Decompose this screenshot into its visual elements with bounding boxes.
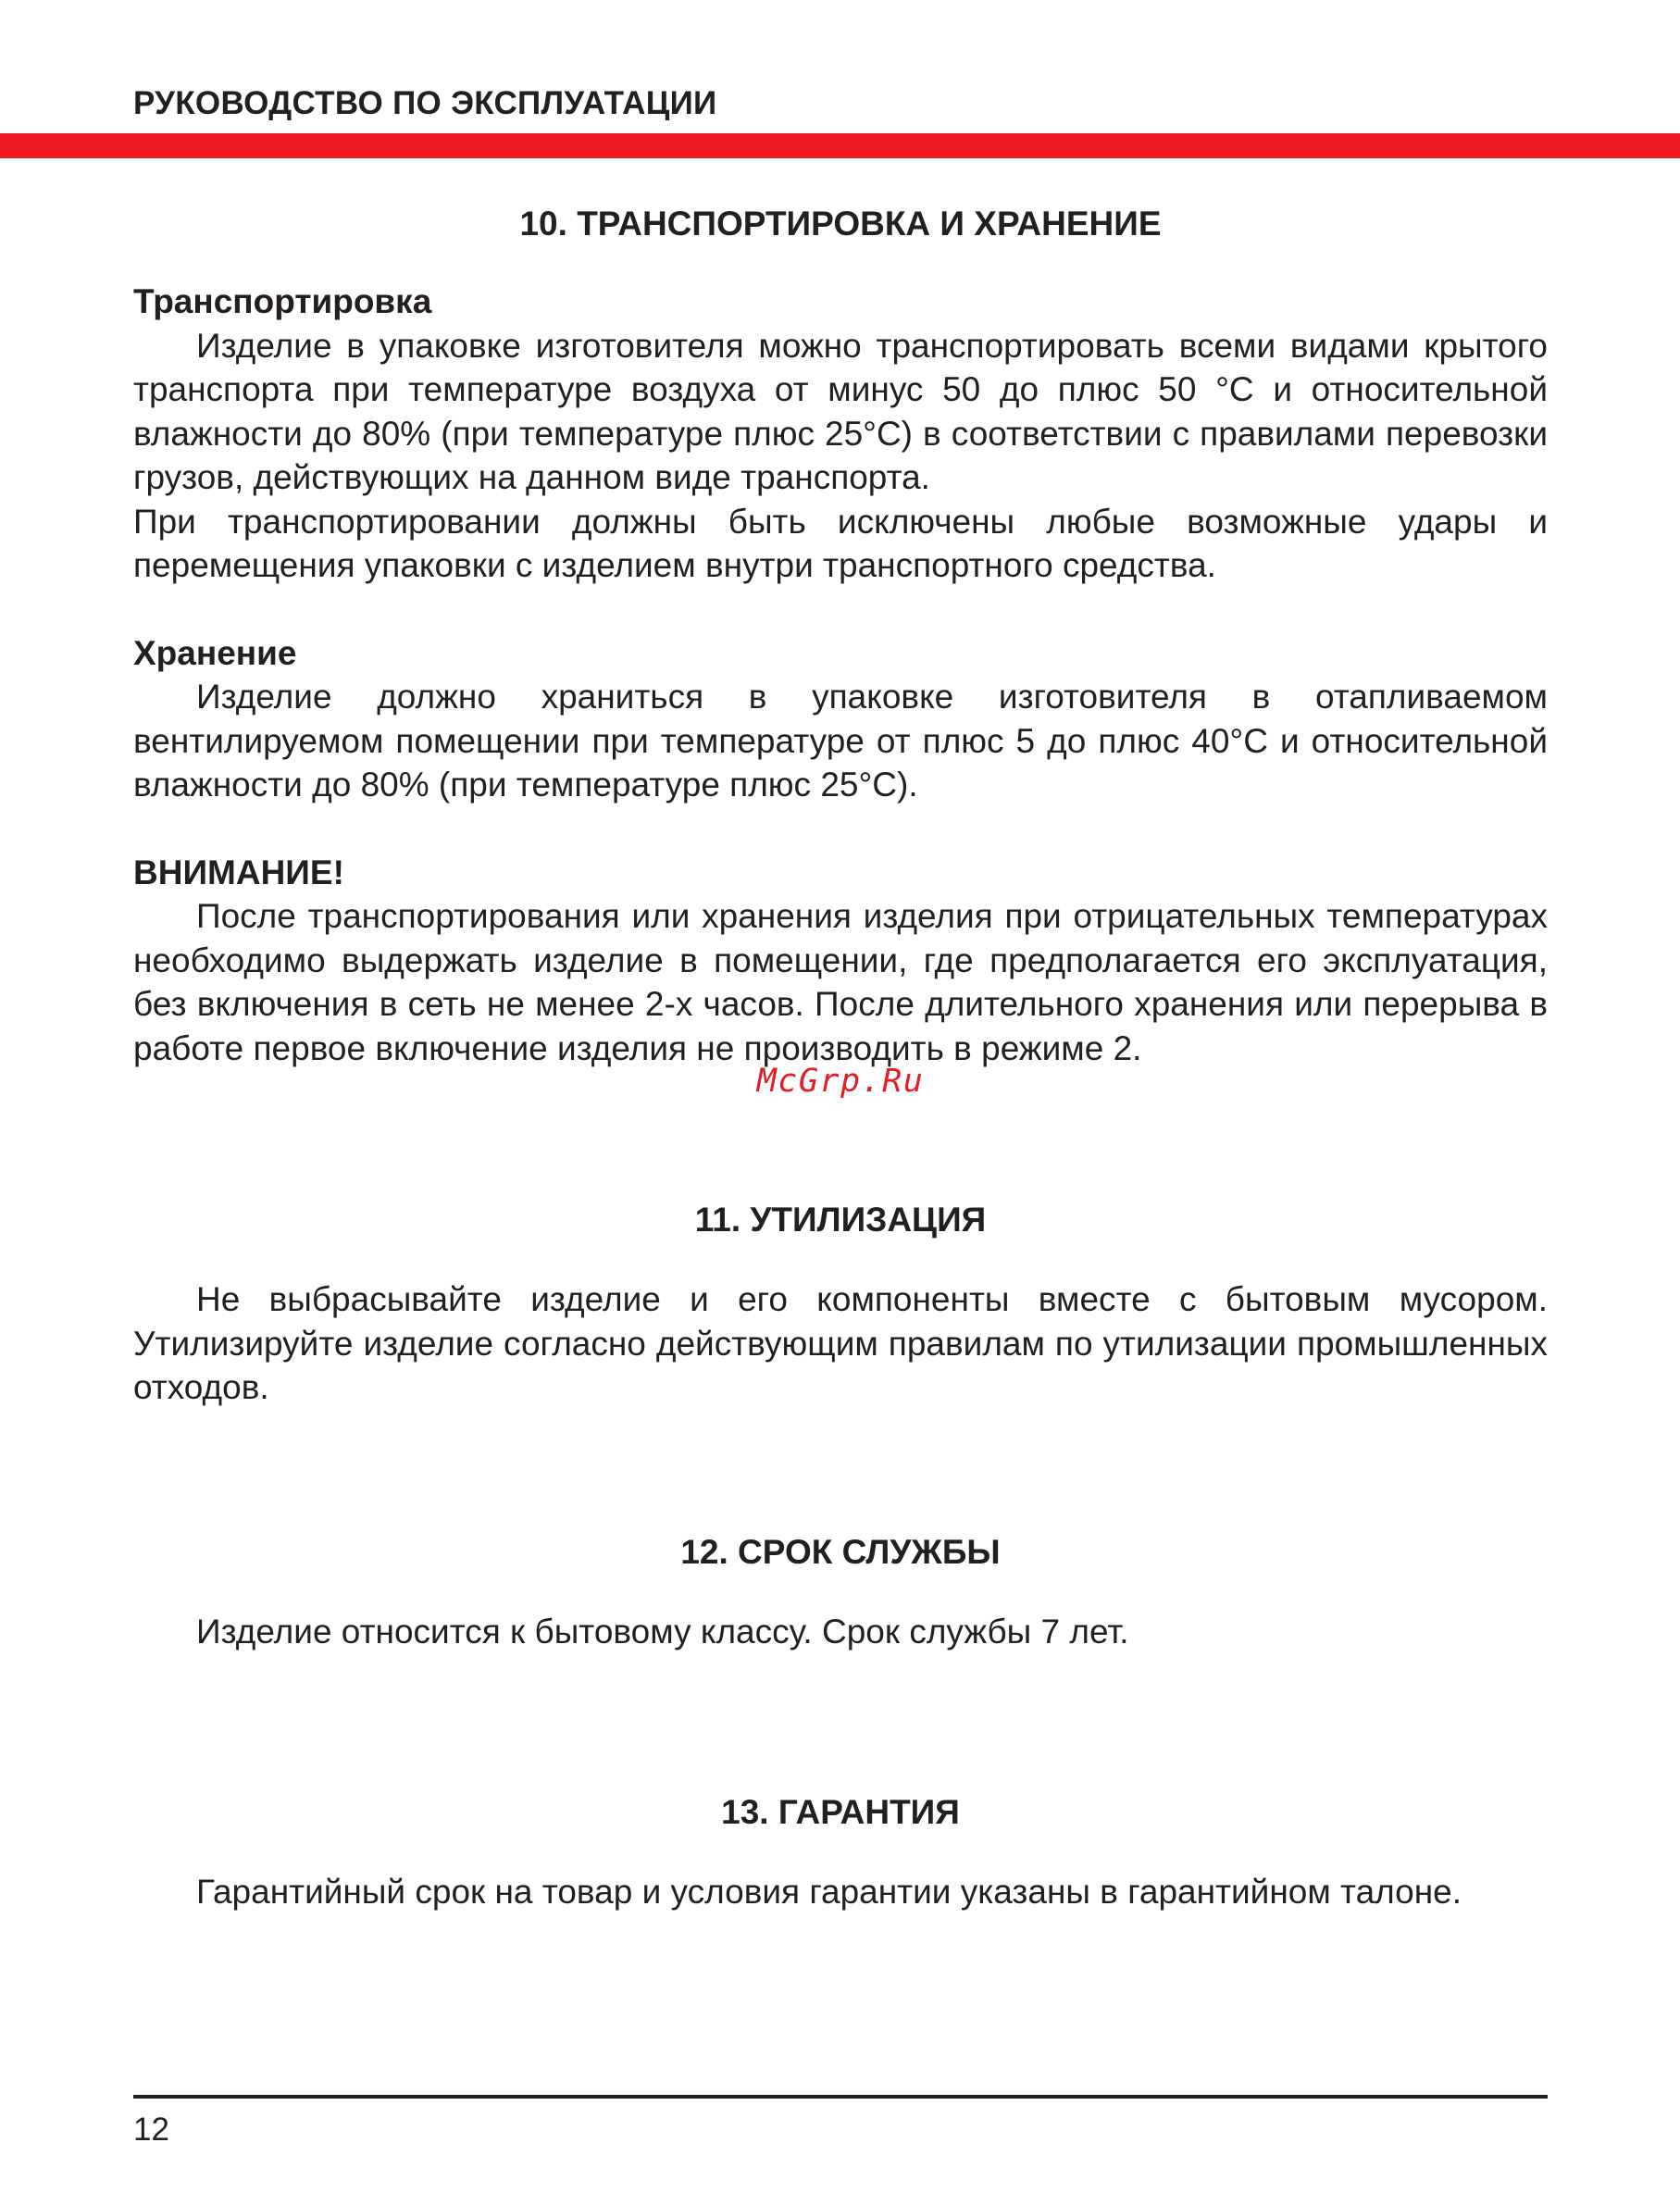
paragraph-disposal-1: Не выбрасывайте изделие и его компоненты вместе с бытовым мусором. Утилизируйте изделие согласно действующим правилам по утилизации промышленных отходов. [133, 1280, 1548, 1406]
section-title-transport-storage: 10. ТРАНСПОРТИРОВКА И ХРАНЕНИЕ [519, 205, 1162, 243]
paragraph-storage-1: Изделие должно храниться в упаковке изготовителя в отапливаемом вентилируемом помещении при температуре от плюс 5 до плюс 40°С и относительной влажности до 80% (при температуре плюс 25°С). [133, 678, 1548, 804]
paragraph-transport-2: При транспортировании должны быть исключены любые возможные удары и перемещения упаковки с изделием внутри транспортного средства. [133, 502, 1548, 584]
paragraph-warranty-1: Гарантийный срок на товар и условия гарантии указаны в гарантийном талоне. [196, 1873, 1462, 1911]
paragraph-transport-1: Изделие в упаковке изготовителя можно транспортировать всеми видами крытого транспорта при температуре воздуха от минус 50 до плюс 50 °С и относительной влажности до 80% (при температуре плюс 25°С) в соответствии с правилами перевозки грузов, действующих на данном виде транспорта. [133, 326, 1548, 496]
header-red-bar [0, 133, 1680, 158]
page-content [133, 194, 1548, 1914]
paragraph-warning-1: После транспортирования или хранения изделия при отрицательных температурах необходимо выдержать изделие в помещении, где предполагается его эксплуатация, без включения в сеть не менее 2-х часов. После длительного хранения или перерыва в работе первое включение изделия не производить в режиме 2. [133, 897, 1548, 1067]
footer-rule [133, 2095, 1548, 2099]
page-number: 12 [133, 2112, 169, 2148]
subheading-transport: Транспортировка [133, 282, 432, 320]
section-title-disposal: 11. УТИЛИЗАЦИЯ [694, 1201, 987, 1239]
running-header: РУКОВОДСТВО ПО ЭКСПЛУАТАЦИИ [133, 85, 717, 121]
section-title-service-life: 12. СРОК СЛУЖБЫ [680, 1532, 1001, 1571]
subheading-warning: ВНИМАНИЕ! [133, 853, 344, 891]
paragraph-service-life-1: Изделие относится к бытовому классу. Срок службы 7 лет. [196, 1612, 1129, 1651]
subheading-storage: Хранение [133, 633, 297, 672]
section-title-warranty: 13. ГАРАНТИЯ [721, 1793, 960, 1831]
watermark-text: McGrp.Ru [756, 1063, 925, 1100]
